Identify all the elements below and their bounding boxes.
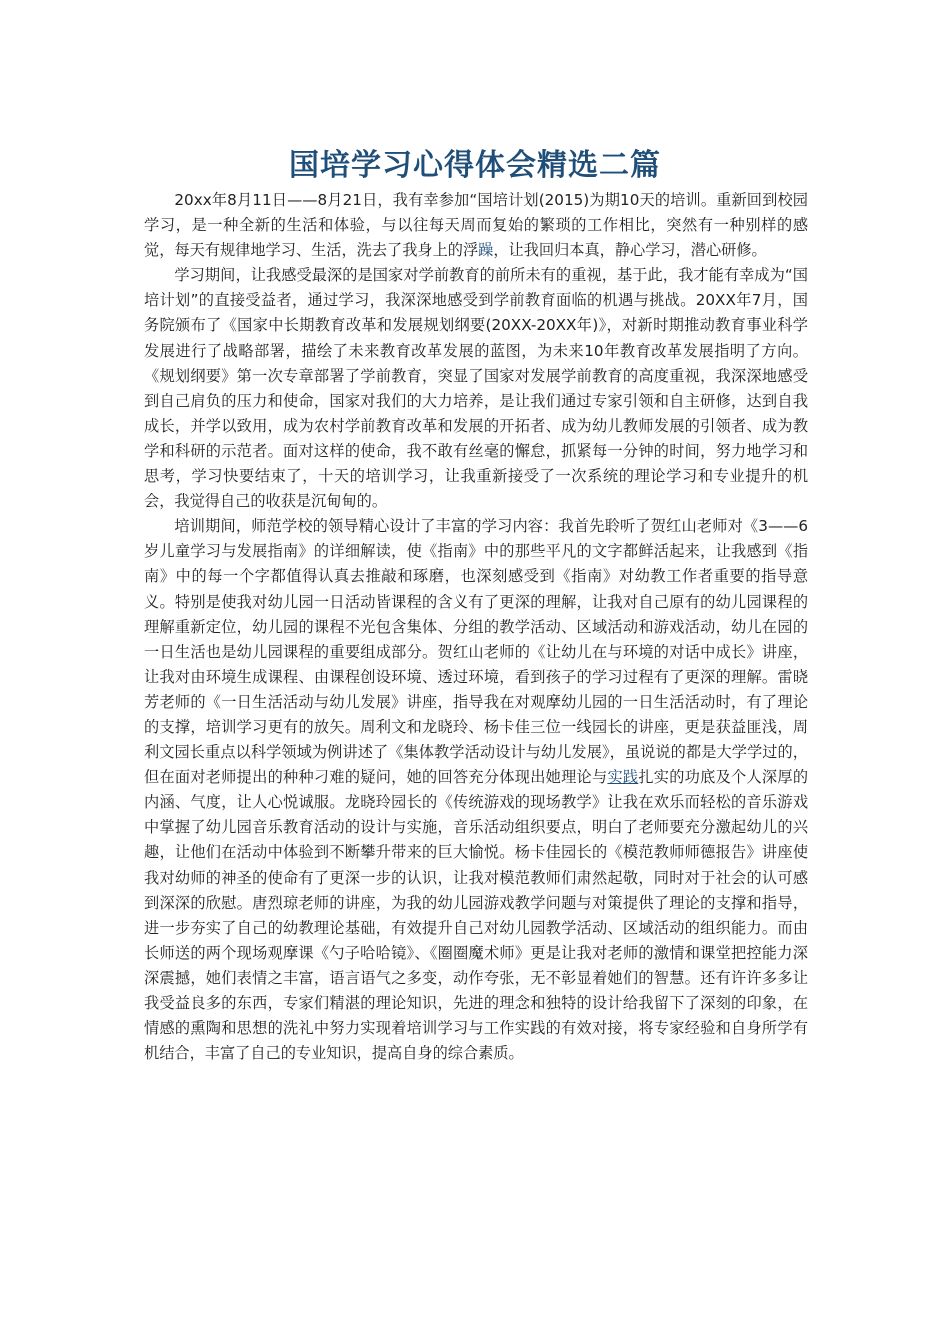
text-run: 扎实的功底及个人深厚的内涵、气度，让人心悦诚服。龙晓玲园长的《传统游戏的现场教学》让我在欢乐而轻松的音乐游戏中掌握了幼儿园音乐教育活动的设计与实施，音乐活动组织要点，明白了老师要充分激起幼儿的兴趣，让他们在活动中体验到不断攀升带来的巨大愉悦。杨卡佳园长的《模范教师师德报告》讲座使我对幼师的神圣的使命有了更深一步的认识，让我对模范教师们肃然起敬，同时对于社会的认可感到深深的欣慰。唐烈琼老师的讲座，为我的幼儿园游戏教学问题与对策提供了理论的支撑和指导，进一步夯实了自己的幼教理论基础，有效提升自己对幼儿园教学活动、区域活动的组织能力。而由长师送的两个现场观摩课《勺子哈哈镜》、《圈圈魔术师》更是让我对老师的激情和课堂把控能力深深震撼，她们表情之丰富，语言语气之多变，动作夸张，无不彰显着她们的智慧。还有许许多多让我受益良多的东西，专家们精湛的理论知识，先进的理念和独特的设计给我留下了深刻的印象，在情感的熏陶和思想的洗礼中努力实现着培训学习与工作实践的有效对接，将专家经验和自身所学有机结合，丰富了自己的专业知识，提高自身的综合素质。 <box>144 768 809 1063</box>
document-title: 国培学习心得体会精选二篇 <box>289 148 661 183</box>
document-body <box>144 188 808 1066</box>
text-run: 学习期间，让我感受最深的是国家对学前教育的前所未有的重视，基于此，我才能有幸成为“国培计划”的直接受益者，通过学习，我深深地感受到学前教育面临的机遇与挑战。20XX年7月，国务院颁布了《国家中长期教育改革和发展规划纲要(20XX-20XX年)》，对新时期推动教育事业科学发展进行了战略部署，描绘了未来教育改革发展的蓝图，为未来10年教育改革发展指明了方向。《规划纲要》第一次专章部署了学前教育，突显了国家对发展学前教育的高度重视，我深深地感受到自己肩负的压力和使命，国家对我们的大力培养，是让我们通过专家引领和自主研修，达到自我成长，并学以致用，成为农村学前教育改革和发展的开拓者、成为幼儿教师发展的引领者、成为教学和科研的示范者。面对这样的使命，我不敢有丝毫的懈怠，抓紧每一分钟的时间，努力地学习和思考，学习快要结束了，十天的培训学习，让我重新接受了一次系统的理论学习和专业提升的机会，我觉得自己的收获是沉甸甸的。 <box>144 266 808 511</box>
text-run: 培训期间，师范学校的领导精心设计了丰富的学习内容：我首先聆听了贺红山老师对《3——6岁儿童学习与发展指南》的详细解读，使《指南》中的那些平凡的文字都鲜活起来，让我感到《指南》中的每一个字都值得认真去推敲和琢磨，也深刻感受到《指南》对幼教工作者重要的指导意义。特别是使我对幼儿园一日活动皆课程的含义有了更深的理解，让我对自己原有的幼儿园课程的理解重新定位，幼儿园的课程不光包含集体、分组的教学活动、区域活动和游戏活动，幼儿在园的一日生活也是幼儿园课程的重要组成部分。贺红山老师的《让幼儿在与环境的对话中成长》讲座，让我对由环境生成课程、由课程创设环境、透过环境，看到孩子的学习过程有了更深的理解。雷晓芳老师的《一日生活活动与幼儿发展》讲座，指导我在对观摩幼儿园的一日生活活动时，有了理论的支撑，培训学习更有的放矢。周利文和龙晓玲、杨卡佳三位一线园长的讲座，更是获益匪浅，周利文园长重点以科学领域为例讲述了《集体教学活动设计与幼儿发展》，虽说说的都是大学学过的，但在面对老师提出的种种刁难的疑问，她的回答充分体现出她理论与 <box>144 517 808 787</box>
paragraph-2 <box>144 263 808 514</box>
text-run: ，让我回归本真，静心学习，潜心研修。 <box>493 241 767 260</box>
paragraph-1 <box>144 188 808 263</box>
text-run: 20xx年8月11日——8月21日，我有幸参加“国培计划(2015)为期10天的培训。重新回到校园学习，是一种全新的生活和体验，与以往每天周而复始的繁琐的工作相比，突然有一种别样的感觉，每天有规律地学习、生活，洗去了我身上的浮 <box>144 191 808 260</box>
hyperlink-practice[interactable]: 实践 <box>607 768 639 787</box>
paragraph-3 <box>144 514 808 1066</box>
highlighted-word: 躁 <box>478 241 494 260</box>
